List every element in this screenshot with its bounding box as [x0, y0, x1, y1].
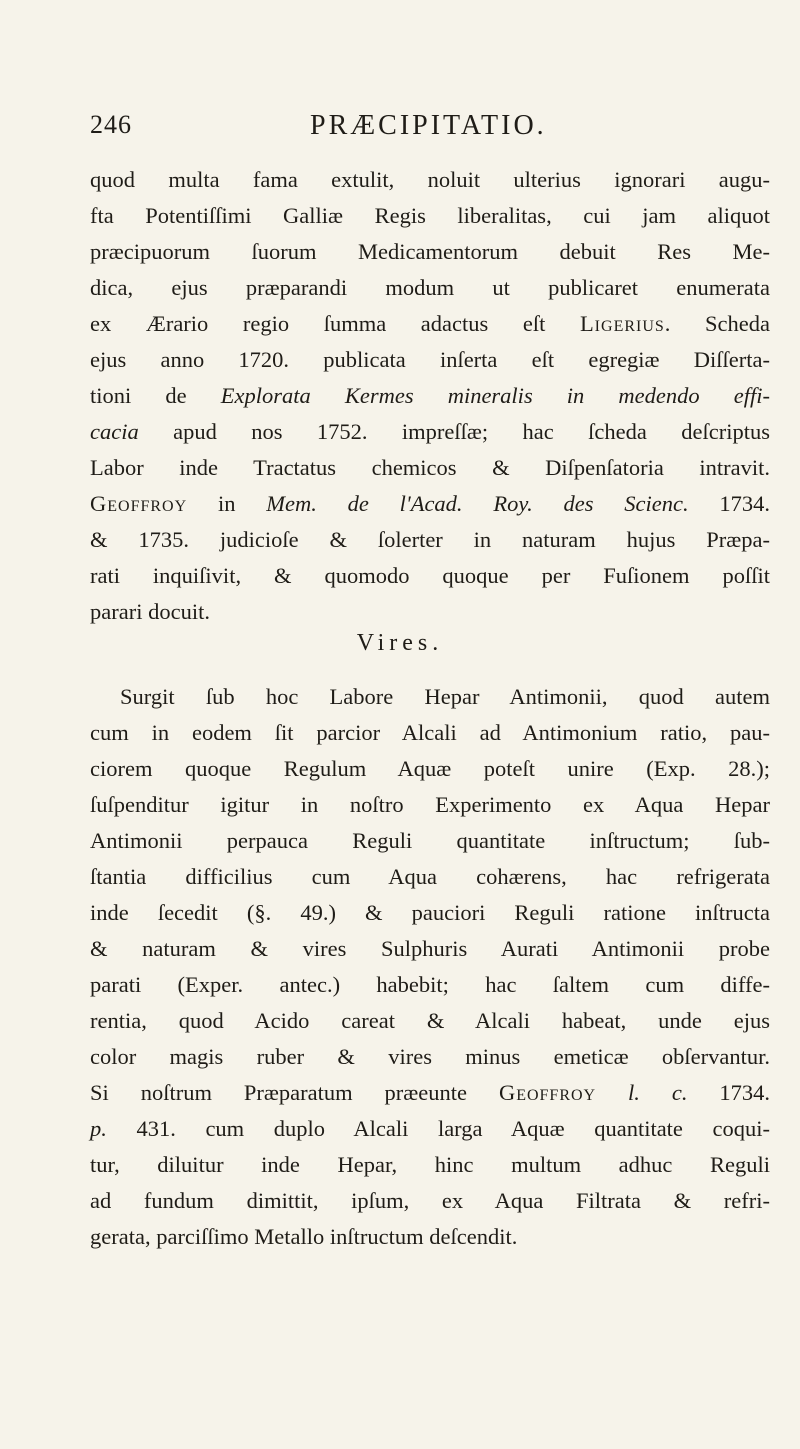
author-name-geoffroy: Geoffroy: [90, 491, 188, 516]
section-title-vires: Vires.: [356, 630, 444, 656]
citation-abbrev: l. c.: [628, 1080, 688, 1105]
text-line: cum in eodem ſit parcior Alcali ad Antimonium ratio, pau-: [90, 720, 770, 745]
text-line: parati (Exper. antec.) habebit; hac ſaltem cum diffe-: [90, 972, 770, 997]
text-line: [90, 414, 770, 450]
text-fragment: 1734.: [719, 491, 770, 516]
text-line: Surgit ſub hoc Labore Hepar Antimonii, quod autem: [120, 684, 770, 709]
text-fragment: Scheda: [705, 311, 770, 336]
text-line: color magis ruber & vires minus emeticæ obſervantur.: [90, 1044, 770, 1069]
text-line: Labor inde Tractatus chemicos & Diſpenſatoria intravit.: [90, 455, 770, 480]
author-name-ligerius: Ligerius: [579, 311, 665, 336]
text-fragment: apud nos 1752. impreſſæ; hac ſcheda deſcriptus: [173, 419, 770, 444]
text-line: rati inquiſivit, & quomodo quoque per Fuſionem poſſit: [90, 563, 770, 588]
author-name-geoffroy: Geoffroy: [498, 1080, 597, 1105]
paragraph-vires: [90, 679, 770, 1255]
running-head: PRÆCIPITATIO.: [310, 110, 547, 141]
work-title: Explorata Kermes mineralis in medendo effi-: [220, 383, 770, 408]
text-line: [90, 486, 770, 522]
text-line: ex Ærario regio ſumma adactus eſt Ligerius. Scheda: [90, 311, 770, 336]
text-line: Antimonii perpauca Reguli quantitate inſtructum; ſub-: [90, 828, 770, 853]
citation-page-abbrev: p.: [90, 1116, 107, 1141]
text-line: ciorem quoque Regulum Aquæ poteſt unire (Exp. 28.);: [90, 756, 770, 781]
paragraph-ligerius: [90, 162, 770, 630]
text-fragment: Si noſtrum Præparatum præeunte: [90, 1080, 468, 1105]
text-line: ad fundum dimittit, ipſum, ex Aqua Filtrata & refri-: [90, 1188, 770, 1213]
text-line: ſtantia difficilius cum Aqua cohærens, hac refrigerata: [90, 864, 770, 889]
text-fragment: in: [217, 491, 236, 516]
text-line: fta Potentiſſimi Galliæ Regis liberalitas, cui jam aliquot: [90, 203, 770, 228]
text-line: dica, ejus præparandi modum ut publicaret enumerata: [90, 275, 770, 300]
text-line: tur, diluitur inde Hepar, hinc multum adhuc Reguli: [90, 1152, 770, 1177]
text-line: & 1735. judicioſe & ſolerter in naturam hujus Præpa-: [90, 527, 770, 552]
text-line: parari docuit.: [90, 599, 210, 624]
text-line: ſuſpenditur igitur in noſtro Experimento ex Aqua Hepar: [90, 792, 770, 817]
text-line: [90, 1111, 770, 1147]
text-line: [90, 1075, 770, 1111]
text-fragment: tioni de: [90, 383, 187, 408]
text-line: ejus anno 1720. publicata inſerta eſt egregiæ Diſſerta-: [90, 347, 770, 372]
text-line: rentia, quod Acido careat & Alcali habeat, unde ejus: [90, 1008, 770, 1033]
journal-title: Mem. de l'Acad. Roy. des Scienc.: [266, 491, 689, 516]
text-fragment: ex Ærario regio ſumma adactus eſt: [90, 311, 546, 336]
text-line: inde ſecedit (§. 49.) & pauciori Reguli ratione inſtructa: [90, 900, 770, 925]
text-line: & naturam & vires Sulphuris Aurati Antimonii probe: [90, 936, 770, 961]
text-line: præcipuorum ſuorum Medicamentorum debuit Res Me-: [90, 239, 770, 264]
work-title: cacia: [90, 419, 139, 444]
text-line: gerata, parciſſimo Metallo inſtructum deſcendit.: [90, 1224, 518, 1249]
page-header: [0, 110, 800, 150]
text-line: [90, 378, 770, 414]
text-line: quod multa fama extulit, noluit ulterius ignorari augu-: [90, 167, 770, 192]
page-number: 246: [90, 110, 132, 139]
text-fragment: 431. cum duplo Alcali larga Aquæ quantitate coqui-: [136, 1116, 770, 1141]
text-fragment: 1734.: [719, 1080, 771, 1105]
